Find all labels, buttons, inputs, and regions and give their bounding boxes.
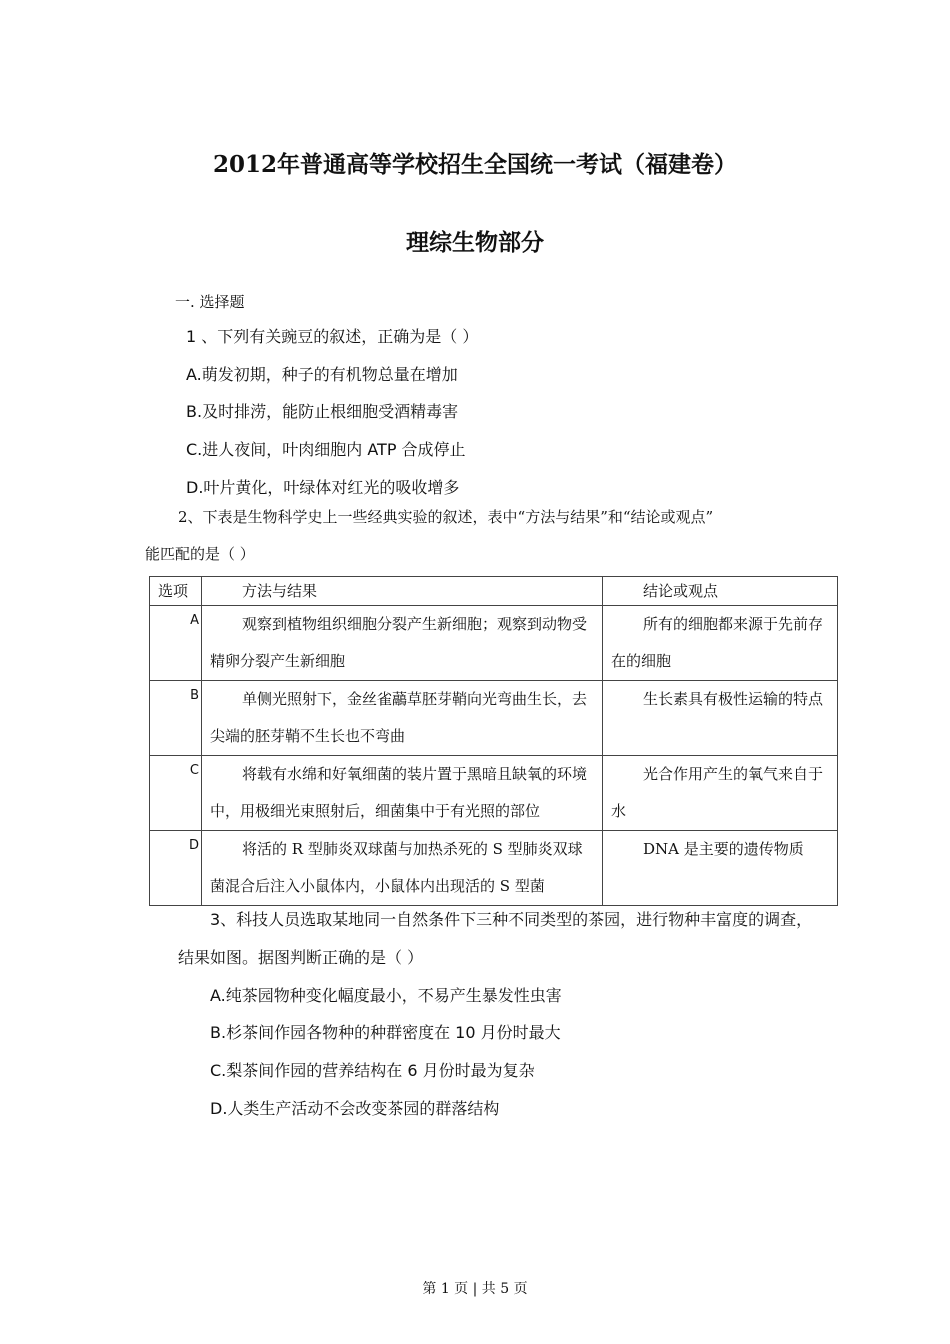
q3-option-b: B.杉茶间作园各物种的种群密度在 10 月份时最大: [210, 1023, 561, 1042]
experiment-table: [149, 576, 838, 906]
row-option: B: [150, 681, 202, 756]
q3-option-a: A.纯茶园物种变化幅度最小，不易产生暴发性虫害: [210, 986, 562, 1005]
page-footer: 第 1 页 | 共 5 页: [422, 1281, 528, 1297]
q1-option-b: B.及时排涝，能防止根细胞受酒精毒害: [186, 402, 459, 421]
q2-stem-line2: 能匹配的是（ ）: [145, 545, 255, 563]
q1-option-c: C.进人夜间，叶肉细胞内 ATP 合成停止: [186, 440, 466, 459]
table-row: [150, 606, 838, 681]
row-method: 观察到植物组织细胞分裂产生新细胞；观察到动物受精卵分裂产生新细胞: [202, 606, 603, 681]
row-method: 单侧光照射下，金丝雀虉草胚芽鞘向光弯曲生长，去尖端的胚芽鞘不生长也不弯曲: [202, 681, 603, 756]
q3-option-d: D.人类生产活动不会改变茶园的群落结构: [210, 1099, 500, 1118]
q1-stem: 1 、下列有关豌豆的叙述，正确为是（ ）: [186, 327, 479, 346]
row-method: 将载有水绵和好氧细菌的装片置于黑暗且缺氧的环境中，用极细光束照射后，细菌集中于有光照的部位: [202, 756, 603, 831]
row-conclusion: 光合作用产生的氧气来自于水: [603, 756, 838, 831]
table-header-row: [150, 577, 838, 606]
row-option: C: [150, 756, 202, 831]
section-heading: 一. 选择题: [175, 293, 245, 311]
header-option: 选项: [150, 577, 202, 606]
row-option: D: [150, 831, 202, 906]
q3-stem-line2: 结果如图。据图判断正确的是（ ）: [178, 948, 424, 967]
header-conclusion: 结论或观点: [603, 577, 838, 606]
q1-option-d: D.叶片黄化，叶绿体对红光的吸收增多: [186, 478, 460, 497]
q1-option-a: A.萌发初期，种子的有机物总量在增加: [186, 365, 458, 384]
q2-stem-line1: 2、下表是生物科学史上一些经典实验的叙述，表中“方法与结果”和“结论或观点”: [178, 508, 714, 526]
row-conclusion: 生长素具有极性运输的特点: [603, 681, 838, 756]
q3-option-c: C.梨茶间作园的营养结构在 6 月份时最为复杂: [210, 1061, 535, 1080]
table-row: [150, 831, 838, 906]
q3-stem-line1: 3、科技人员选取某地同一自然条件下三种不同类型的茶园，进行物种丰富度的调查，: [210, 910, 813, 929]
row-method: 将活的 R 型肺炎双球菌与加热杀死的 S 型肺炎双球菌混合后注入小鼠体内，小鼠体内出现活的 S 型菌: [202, 831, 603, 906]
row-option: A: [150, 606, 202, 681]
row-conclusion: 所有的细胞都来源于先前存在的细胞: [603, 606, 838, 681]
document-subtitle: 理综生物部分: [406, 229, 544, 256]
header-method: 方法与结果: [202, 577, 603, 606]
document-title: 2012年普通高等学校招生全国统一考试（福建卷）: [212, 151, 737, 178]
table-row: [150, 756, 838, 831]
row-conclusion: DNA 是主要的遗传物质: [603, 831, 838, 906]
table-row: [150, 681, 838, 756]
